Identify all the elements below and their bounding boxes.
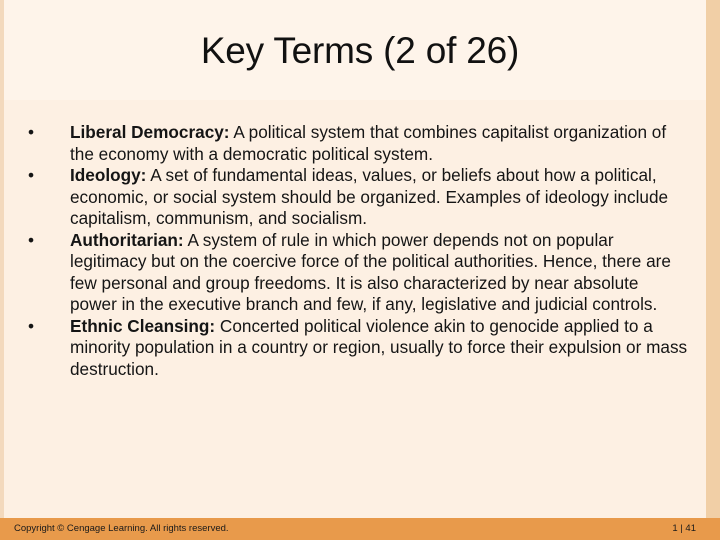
slide-title: Key Terms (2 of 26) [200,30,520,71]
term-label: Liberal Democracy: [70,122,230,142]
footer-bar [0,518,720,540]
list-item [28,122,688,165]
term-definition: A system of rule in which power depends not on popular legitimacy but on the coercive force of the political authorities. Hence, there are few personal and group freedoms. It is also characterized by near absolute power in the executive branch and few, if any, legislative and judicial controls. [70,229,671,314]
bullet-icon: • [28,229,35,250]
bullet-icon: • [28,122,35,142]
term-definition: A political system that combines capitalist organization of the economy with a democratic political system. [70,122,667,164]
term-label: Ethnic Cleansing: [70,315,216,336]
term-definition: A set of fundamental ideas, values, or beliefs about how a political, economic, or social system should be organized. Examples of ideology include capitalism, communism, and socialism. [70,165,669,228]
bullet-icon: • [28,165,35,185]
copyright-notice: Copyright © Cengage Learning. All rights reserved. [14,523,229,534]
list-item [28,165,688,230]
key-terms-list [28,122,688,380]
page-number: 1 | 41 [672,523,696,534]
term-label: Authoritarian: [70,229,184,250]
left-edge-stripe [0,0,4,518]
list-item [28,316,688,381]
bullet-icon: • [28,315,35,336]
list-item [28,230,688,316]
term-label: Ideology: [70,165,147,185]
right-edge-stripe [706,0,720,518]
term-definition: Concerted political violence akin to genocide applied to a minority population in a country or region, usually to force their expulsion or mass destruction. [70,315,688,379]
